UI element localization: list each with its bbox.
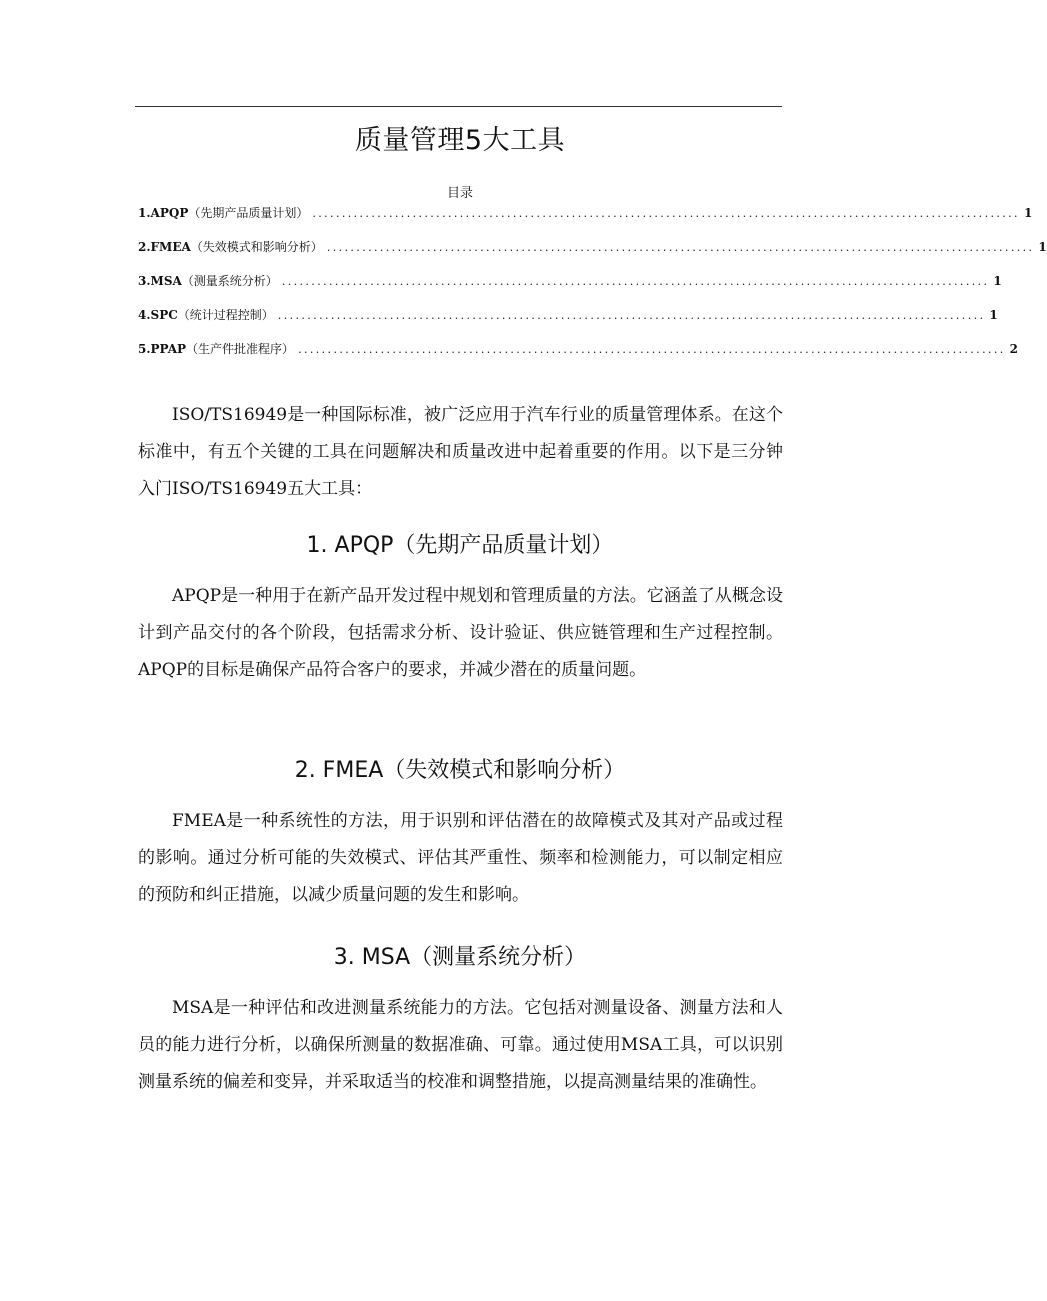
toc-leader-dots: ........................................................................................................................ bbox=[277, 309, 986, 322]
toc-number: 1. bbox=[138, 206, 151, 220]
toc-entry-spc[interactable] bbox=[138, 306, 998, 340]
toc-number: 3. bbox=[138, 274, 151, 288]
document-title: 质量管理5大工具 bbox=[354, 125, 566, 156]
toc-page-number: 1 bbox=[1023, 206, 1033, 220]
toc-page-number: 1 bbox=[989, 308, 998, 322]
table-of-contents bbox=[138, 204, 1047, 374]
toc-entry-apqp[interactable] bbox=[138, 204, 1033, 238]
section-body-fmea: FMEA是一种系统性的方法，用于识别和评估潜在的故障模式及其对产品或过程的影响。通过分析可能的失效模式、评估其严重性、频率和检测能力，可以制定相应的预防和纠正措施，以减少质量问题的发生和影响。 bbox=[138, 811, 783, 905]
toc-desc: （测量系统分析） bbox=[181, 274, 278, 288]
toc-desc: （统计过程控制） bbox=[177, 308, 274, 322]
toc-leader-dots: ........................................................................................................................ bbox=[298, 343, 1006, 356]
toc-page-number: 1 bbox=[993, 274, 1002, 288]
toc-page-number: 2 bbox=[1009, 342, 1019, 356]
header-rule bbox=[135, 106, 782, 107]
toc-leader-dots: ........................................................................................................................ bbox=[326, 241, 1035, 254]
toc-number: 4. bbox=[138, 308, 151, 322]
toc-number: 5. bbox=[138, 342, 151, 356]
toc-abbr: FMEA bbox=[150, 240, 191, 254]
toc-leader-dots: ........................................................................................................................ bbox=[281, 275, 990, 288]
toc-entry-fmea[interactable] bbox=[138, 238, 1047, 272]
intro-paragraph: ISO/TS16949是一种国际标准，被广泛应用于汽车行业的质量管理体系。在这个标准中，有五个关键的工具在问题解决和质量改进中起着重要的作用。以下是三分钟入门ISO/TS16949五大工具： bbox=[138, 405, 783, 499]
toc-desc: （失效模式和影响分析） bbox=[190, 240, 323, 254]
section-heading-msa: 3. MSA（测量系统分析） bbox=[333, 945, 587, 970]
toc-desc: （生产件批准程序） bbox=[186, 342, 295, 356]
toc-heading: 目录 bbox=[446, 186, 473, 201]
toc-desc: （先期产品质量计划） bbox=[188, 206, 309, 220]
toc-page-number: 1 bbox=[1038, 240, 1047, 254]
toc-abbr: PPAP bbox=[150, 342, 187, 356]
toc-number: 2. bbox=[138, 240, 151, 254]
toc-abbr: SPC bbox=[150, 308, 178, 322]
section-heading-apqp: 1. APQP（先期产品质量计划） bbox=[306, 533, 614, 558]
toc-leader-dots: ........................................................................................................................ bbox=[312, 207, 1020, 220]
toc-abbr: MSA bbox=[150, 274, 182, 288]
toc-abbr: APQP bbox=[150, 206, 189, 220]
section-body-msa: MSA是一种评估和改进测量系统能力的方法。它包括对测量设备、测量方法和人员的能力进行分析，以确保所测量的数据准确、可靠。通过使用MSA工具，可以识别测量系统的偏差和变异，并采取适当的校准和调整措施，以提高测量结果的准确性。 bbox=[138, 998, 783, 1092]
section-heading-fmea: 2. FMEA（失效模式和影响分析） bbox=[294, 758, 626, 783]
toc-entry-ppap[interactable] bbox=[138, 340, 1019, 374]
section-body-apqp: APQP是一种用于在新产品开发过程中规划和管理质量的方法。它涵盖了从概念设计到产品交付的各个阶段，包括需求分析、设计验证、供应链管理和生产过程控制。APQP的目标是确保产品符合客户的要求，并减少潜在的质量问题。 bbox=[138, 586, 783, 680]
toc-entry-msa[interactable] bbox=[138, 272, 1002, 306]
